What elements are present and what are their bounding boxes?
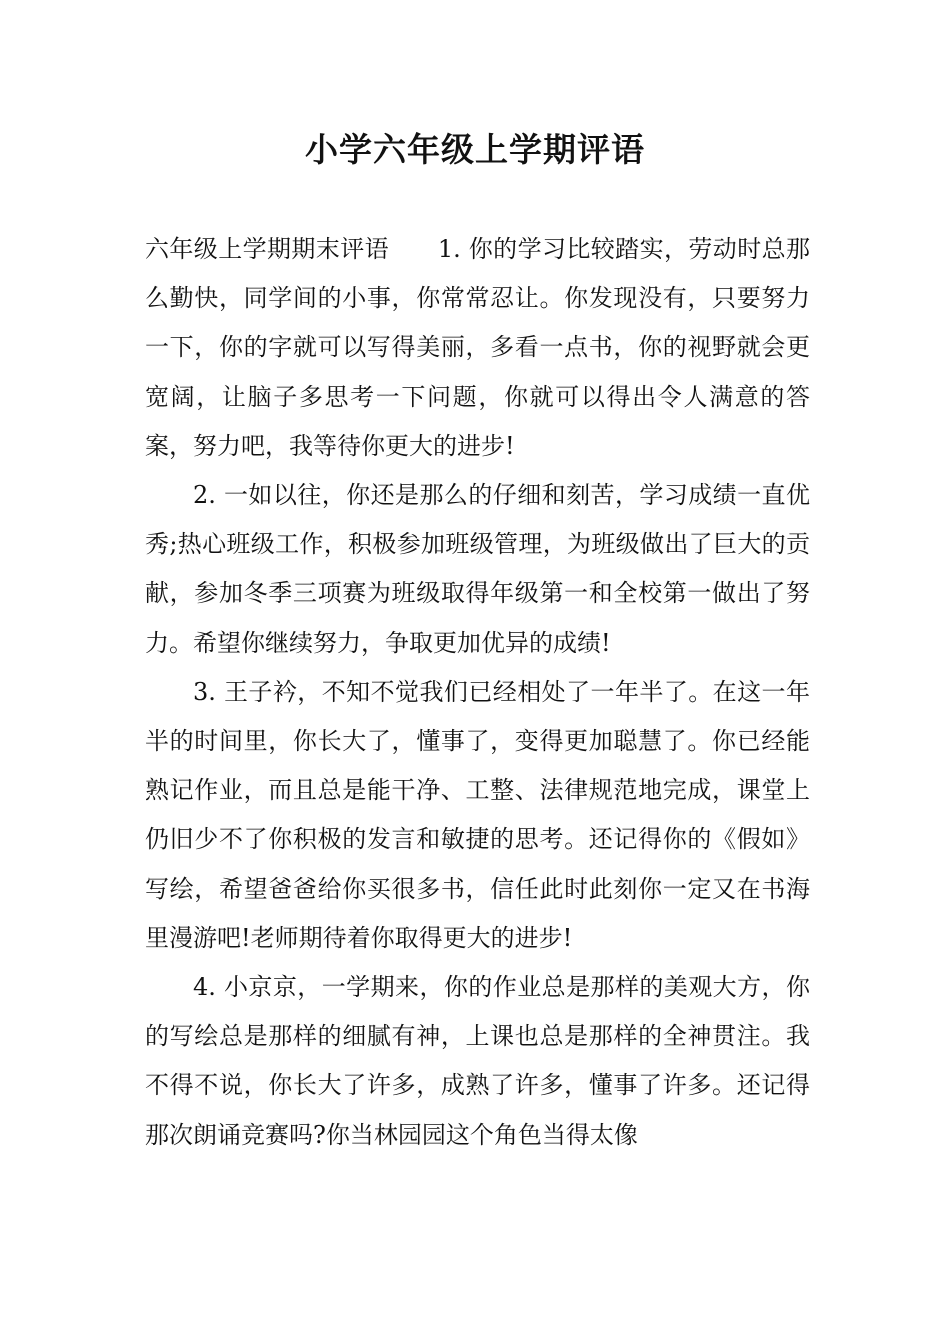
paragraph-1: 六年级上学期期末评语 1. 你的学习比较踏实，劳动时总那么勤快，同学间的小事，你常常忍让。你发现没有，只要努力一下，你的字就可以写得美丽，多看一点书，你的视野就会更宽阔，让脑子多思考一下问题，你就可以得出令人满意的答案，努力吧，我等待你更大的进步! — [145, 235, 810, 460]
document-body — [145, 225, 810, 1160]
paragraph-2: 2. 一如以往，你还是那么的仔细和刻苦，学习成绩一直优秀;热心班级工作，积极参加班级管理，为班级做出了巨大的贡献，参加冬季三项赛为班级取得年级第一和全校第一做出了努力。希望你继续努力，争取更加优异的成绩! — [145, 481, 810, 657]
paragraph-3: 3. 王子衿，不知不觉我们已经相处了一年半了。在这一年半的时间里，你长大了，懂事了，变得更加聪慧了。你已经能熟记作业，而且总是能干净、工整、法律规范地完成，课堂上仍旧少不了你积极的发言和敏捷的思考。还记得你的《假如》写绘，希望爸爸给你买很多书，信任此时此刻你一定又在书海里漫游吧!老师期待着你取得更大的进步! — [145, 677, 810, 952]
document-title: 小学六年级上学期评语 — [305, 130, 645, 169]
paragraph-4: 4. 小京京，一学期来，你的作业总是那样的美观大方，你的写绘总是那样的细腻有神，上课也总是那样的全神贯注。我不得不说，你长大了许多，成熟了许多，懂事了许多。还记得那次朗诵竞赛吗?你当林园园这个角色当得太像 — [145, 973, 810, 1149]
